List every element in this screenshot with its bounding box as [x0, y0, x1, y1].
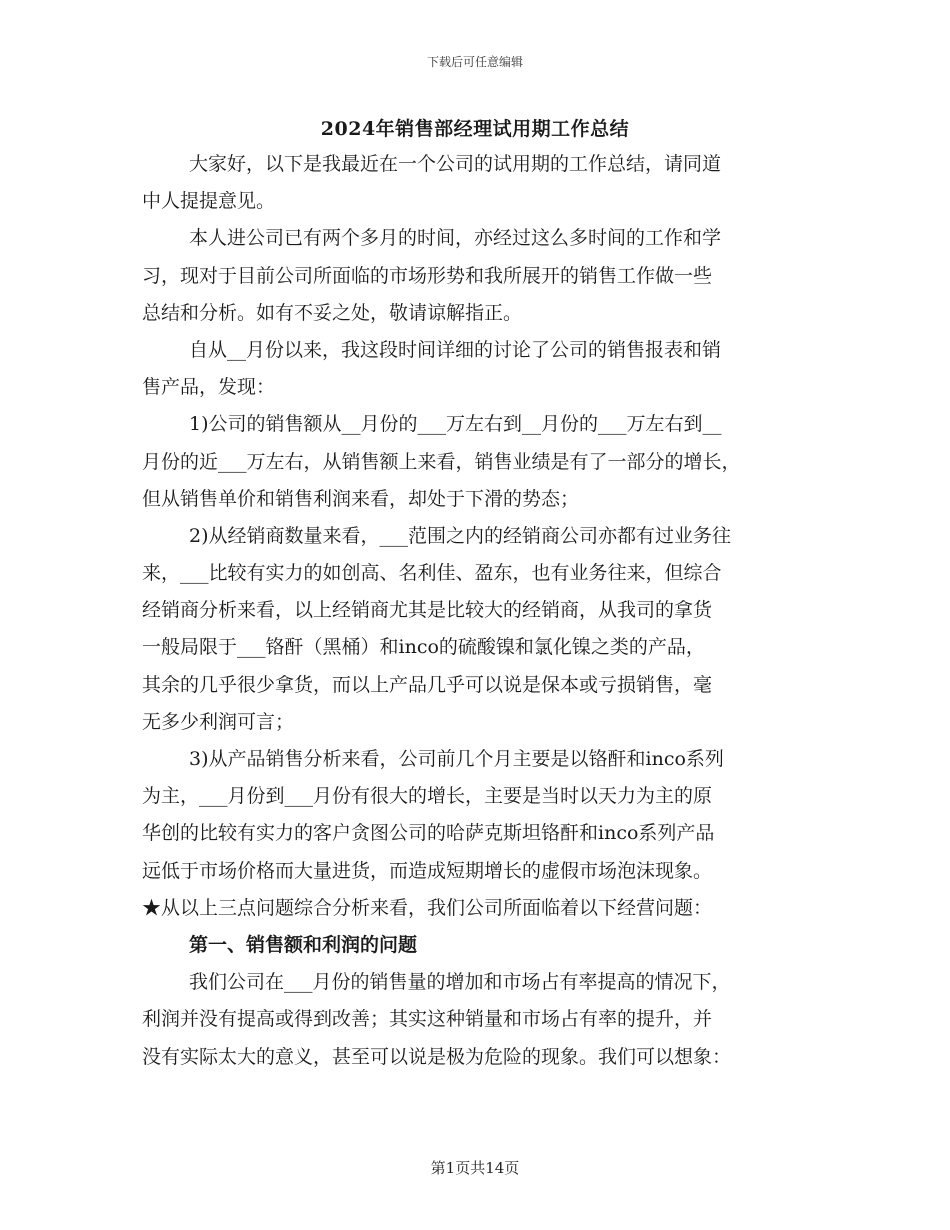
- paragraph-line: 但从销售单价和销售利润来看，却处于下滑的势态；: [142, 487, 580, 510]
- section-heading: 第一、销售额和利润的问题: [189, 933, 418, 956]
- paragraph-line: 3)从产品销售分析来看，公司前几个月主要是以铬酐和inco系列: [189, 748, 724, 770]
- paragraph-line: 习，现对于目前公司所面临的市场形势和我所展开的销售工作做一些: [142, 264, 713, 287]
- paragraph-line: 一般局限于___铬酐（黑桶）和inco的硫酸镍和氯化镍之类的产品，: [142, 636, 705, 659]
- paragraph-line: 售产品，发现：: [142, 376, 276, 399]
- paragraph-line: 没有实际太大的意义，甚至可以说是极为危险的现象。我们可以想象：: [142, 1045, 732, 1068]
- document-title: 2024年销售部经理试用期工作总结: [320, 118, 630, 140]
- paragraph-line: 2)从经销商数量来看，___范围之内的经销商公司亦都有过业务往: [189, 524, 732, 547]
- paragraph-line: 远低于市场价格而大量进货，而造成短期增长的虚假市场泡沫现象。: [142, 859, 713, 882]
- paragraph-line: 总结和分析。如有不妥之处，敬请谅解指正。: [142, 301, 523, 324]
- paragraph-line: 月份的近___万左右，从销售额上来看，销售业绩是有了一部分的增长，: [142, 450, 741, 473]
- paragraph-line: 无多少利润可言；: [142, 710, 295, 733]
- paragraph-line: 华创的比较有实力的客户贪图公司的哈萨克斯坦铬酐和inco系列产品: [142, 822, 715, 845]
- paragraph-line: 为主，___月份到___月份有很大的增长，主要是当时以天力为主的原: [142, 785, 713, 808]
- paragraph-line: 大家好，以下是我最近在一个公司的试用期的工作总结，请同道: [189, 153, 722, 175]
- paragraph-line: 其余的几乎很少拿货，而以上产品几乎可以说是保本或亏损销售，毫: [142, 673, 713, 696]
- paragraph-line: 中人提提意见。: [142, 190, 276, 213]
- paragraph-line: 我们公司在___月份的销售量的增加和市场占有率提高的情况下，: [189, 971, 731, 994]
- paragraph-line: 1)公司的销售额从__月份的___万左右到__月份的___万左右到__: [189, 413, 722, 436]
- paragraph-line: 利润并没有提高或得到改善；其实这种销量和市场占有率的提升，并: [142, 1008, 713, 1031]
- page-footer: 第1页共14页: [430, 1159, 520, 1177]
- paragraph-line: 来，___比较有实力的如创高、名利佳、盈东，也有业务往来，但综合: [142, 562, 722, 585]
- paragraph-line: 自从__月份以来，我这段时间详细的讨论了公司的销售报表和销: [189, 338, 722, 361]
- summary-line: ★从以上三点问题综合分析来看，我们公司所面临着以下经营问题：: [142, 896, 713, 919]
- document-body: [142, 146, 812, 1076]
- header-note: 下载后可任意编辑: [426, 55, 523, 69]
- paragraph-line: 本人进公司已有两个多月的时间，亦经过这么多时间的工作和学: [189, 227, 722, 250]
- paragraph-line: 经销商分析来看，以上经销商尤其是比较大的经销商，从我司的拿货: [142, 599, 713, 622]
